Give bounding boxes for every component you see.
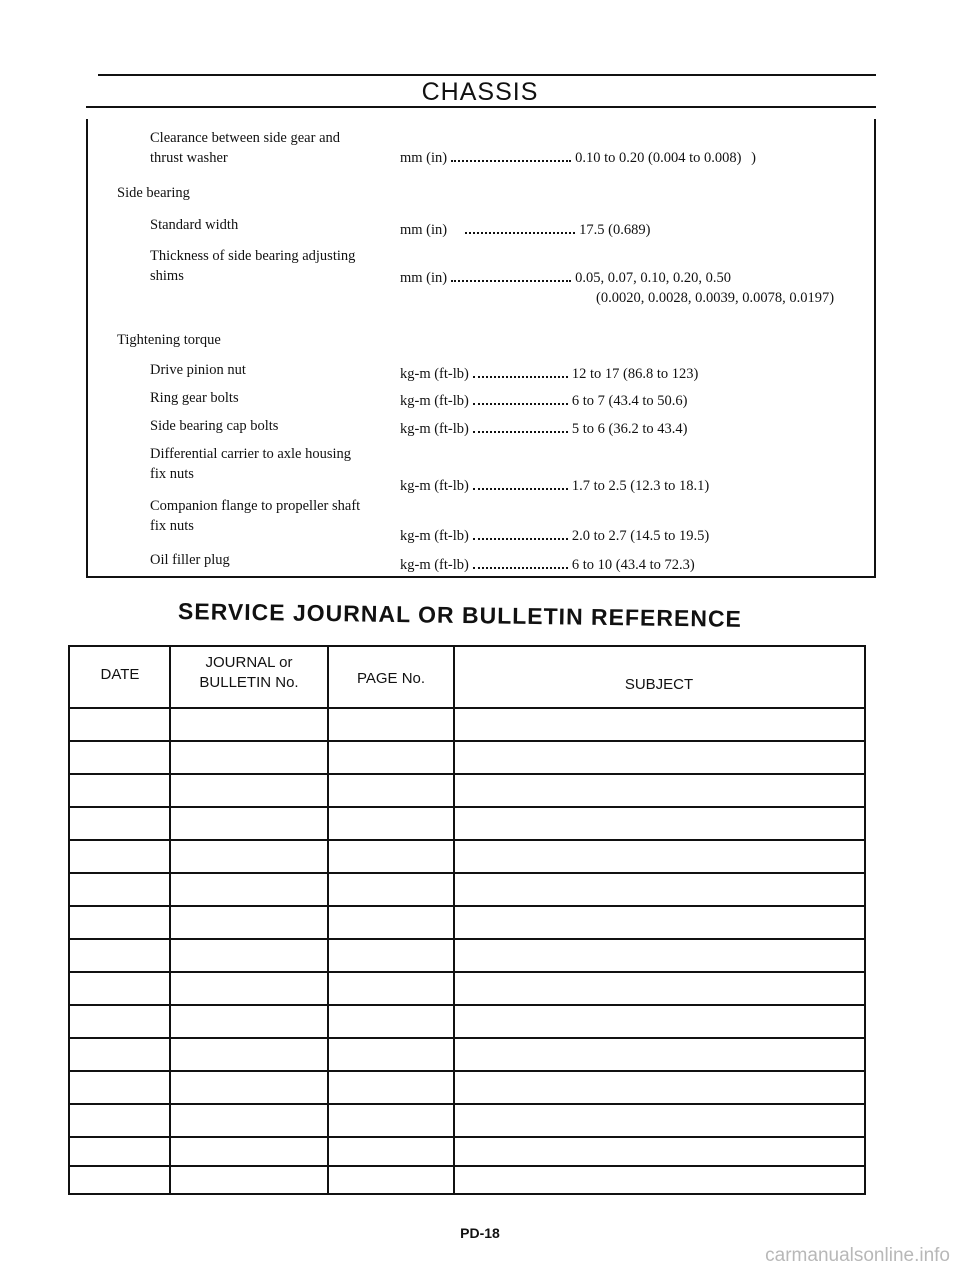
table-row-line [70, 806, 864, 808]
table-row-line [70, 773, 864, 775]
heading-tightening-torque: Tightening torque [117, 332, 221, 348]
column-divider [327, 647, 329, 1193]
column-header-page: PAGE No. [356, 670, 426, 687]
table-row-line [70, 1103, 864, 1105]
table-row-line [70, 971, 864, 973]
spec-unit-clearance: mm (in) 0.10 to 0.20 (0.004 to 0.008) ) [400, 150, 756, 166]
table-row-line [70, 905, 864, 907]
top-rule [98, 74, 876, 76]
spec-unit-oil-filler: kg-m (ft-lb) 6 to 10 (43.4 to 72.3) [400, 557, 695, 573]
spec-label-oil-filler: Oil filler plug [150, 552, 230, 568]
page-title: CHASSIS [421, 78, 539, 106]
table-row-line [70, 1165, 864, 1167]
table-row-line [70, 740, 864, 742]
spec-unit-shims: mm (in) 0.05, 0.07, 0.10, 0.20, 0.50 [400, 270, 731, 286]
column-header-date: DATE [100, 666, 140, 683]
column-header-journal: JOURNAL or BULLETIN No. [199, 654, 299, 691]
page-number: PD-18 [460, 1225, 500, 1241]
spec-unit-drive-pinion: kg-m (ft-lb) 12 to 17 (86.8 to 123) [400, 366, 699, 382]
table-row-line [70, 1070, 864, 1072]
spec-value-shims-inch: (0.0020, 0.0028, 0.0039, 0.0078, 0.0197) [596, 290, 835, 306]
spec-unit-diff-carrier: kg-m (ft-lb) 1.7 to 2.5 (12.3 to 18.1) [400, 478, 710, 494]
spec-unit-companion: kg-m (ft-lb) 2.0 to 2.7 (14.5 to 19.5) [400, 528, 710, 544]
heading-side-bearing: Side bearing [117, 185, 190, 201]
title-underline [86, 106, 876, 108]
table-row-line [70, 1136, 864, 1138]
table-row-line [70, 839, 864, 841]
spec-unit-standard-width: mm (in) 17.5 (0.689) [400, 222, 651, 238]
spec-label-diff-carrier: Differential carrier to axle housing fix nuts [150, 446, 352, 482]
spec-label-standard-width: Standard width [150, 217, 239, 233]
table-row-line [70, 1004, 864, 1006]
table-row-line [70, 938, 864, 940]
table-row-line [70, 1037, 864, 1039]
table-row-line [70, 872, 864, 874]
spec-label-ring-gear: Ring gear bolts [150, 390, 239, 406]
spec-label-clearance: Clearance between side gear and thrust washer [150, 130, 341, 166]
header-divider [70, 707, 864, 709]
reference-title: SERVICE JOURNAL OR BULLETIN REFERENCE [177, 598, 743, 632]
spec-unit-ring-gear: kg-m (ft-lb) 6 to 7 (43.4 to 50.6) [400, 393, 688, 409]
spec-label-drive-pinion: Drive pinion nut [150, 362, 246, 378]
column-divider [169, 647, 171, 1193]
spec-label-companion: Companion flange to propeller shaft fix nuts [150, 498, 361, 534]
spec-unit-side-cap: kg-m (ft-lb) 5 to 6 (36.2 to 43.4) [400, 421, 688, 437]
column-header-subject: SUBJECT [624, 676, 694, 693]
watermark: carmanualsonline.info [765, 1245, 950, 1266]
column-divider [453, 647, 455, 1193]
reference-table [68, 645, 866, 1195]
spec-label-side-cap: Side bearing cap bolts [150, 418, 279, 434]
spec-label-shims: Thickness of side bearing adjusting shims [150, 248, 356, 284]
